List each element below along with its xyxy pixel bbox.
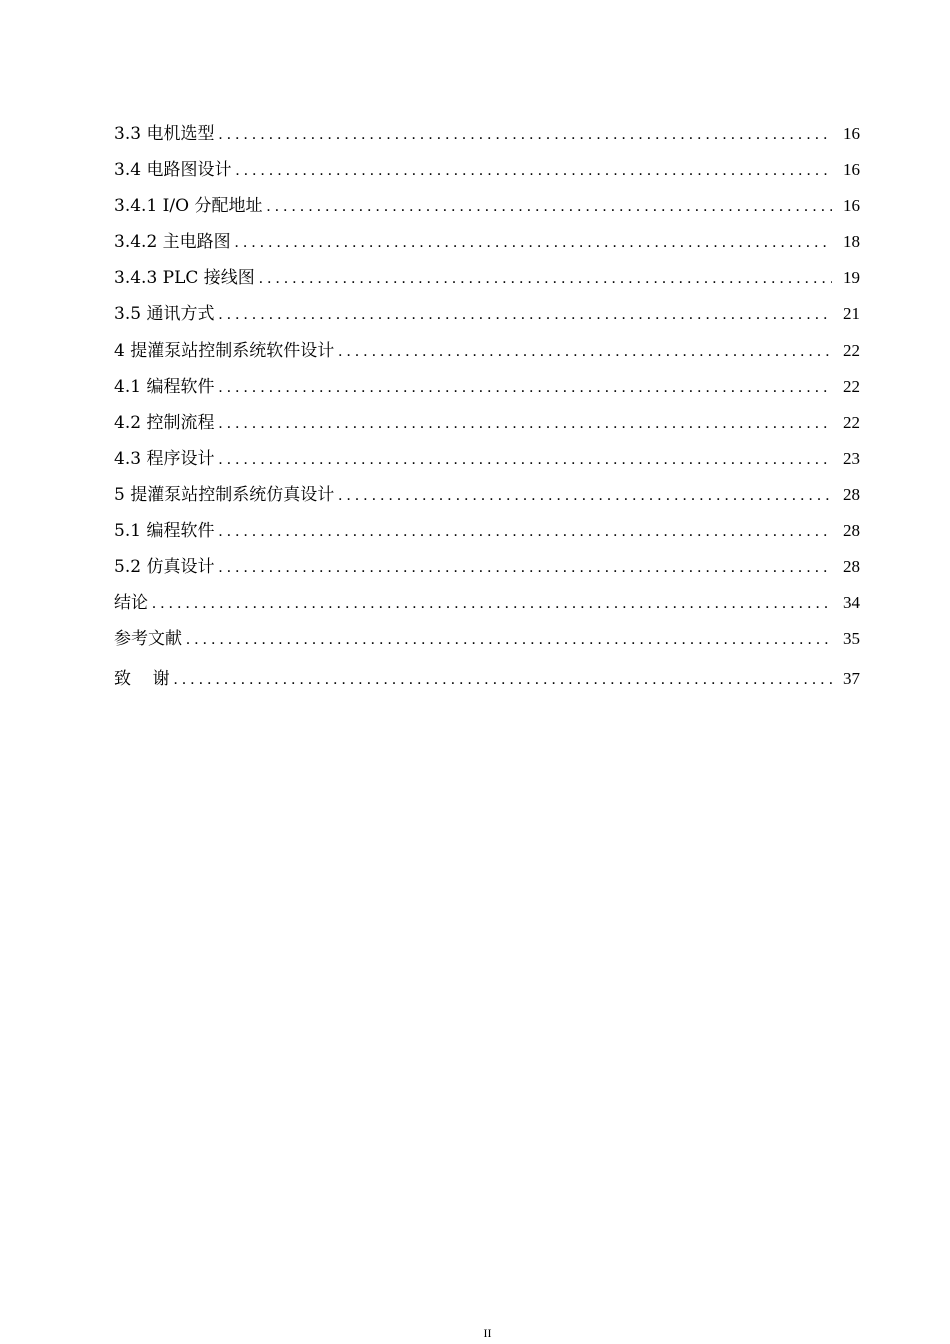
toc-entry-5-1[interactable] xyxy=(114,513,860,549)
toc-dot-leader xyxy=(218,514,832,550)
toc-dot-leader xyxy=(218,297,832,333)
toc-dot-leader xyxy=(218,406,832,442)
toc-entry-references[interactable] xyxy=(114,621,860,657)
toc-entry-3-4-1[interactable] xyxy=(114,188,860,224)
toc-entry-label: 4.2 控制流程 xyxy=(114,412,215,433)
toc-dot-leader xyxy=(235,153,832,189)
toc-dot-leader xyxy=(218,370,832,406)
toc-entry-label: 3.3 电机选型 xyxy=(114,124,215,144)
toc-entry-page: 16 xyxy=(843,124,860,143)
toc-entry-page: 18 xyxy=(843,232,860,252)
toc-dot-leader xyxy=(218,442,832,478)
toc-entry-conclusion[interactable] xyxy=(114,585,860,621)
table-of-contents xyxy=(114,116,860,697)
toc-entry-page: 37 xyxy=(843,669,860,689)
toc-entry-4-2[interactable] xyxy=(114,405,860,441)
toc-entry-page: 23 xyxy=(843,448,860,468)
toc-entry-3-5[interactable] xyxy=(114,296,860,332)
toc-entry-page: 34 xyxy=(843,593,860,613)
toc-entry-page: 19 xyxy=(843,268,860,288)
toc-dot-leader xyxy=(266,189,832,225)
toc-entry-page: 22 xyxy=(843,340,860,360)
toc-entry-label: 3.4 电路图设计 xyxy=(114,160,232,181)
toc-dot-leader xyxy=(152,586,832,622)
toc-entry-5-2[interactable] xyxy=(114,549,860,585)
toc-dot-leader xyxy=(338,334,832,370)
toc-entry-4[interactable] xyxy=(114,333,860,369)
toc-entry-3-4-3[interactable] xyxy=(114,260,860,296)
toc-entry-label: 5.1 编程软件 xyxy=(114,521,215,542)
toc-entry-page: 16 xyxy=(843,196,860,216)
toc-entry-label: 4 提灌泵站控制系统软件设计 xyxy=(114,340,335,361)
toc-dot-leader xyxy=(186,622,832,658)
toc-entry-label: 3.5 通讯方式 xyxy=(114,304,215,325)
toc-entry-4-1[interactable] xyxy=(114,369,860,405)
toc-entry-page: 22 xyxy=(843,412,860,432)
toc-entry-page: 22 xyxy=(843,376,860,396)
toc-entry-page: 28 xyxy=(843,557,860,577)
page-number: II xyxy=(483,1326,492,1340)
toc-entry-page: 21 xyxy=(843,304,860,324)
toc-entry-label: 4.1 编程软件 xyxy=(114,376,215,397)
toc-entry-page: 28 xyxy=(843,521,860,541)
toc-entry-label: 参考文献 xyxy=(114,629,182,650)
toc-entry-5[interactable] xyxy=(114,477,860,513)
toc-entry-label: 致 谢 xyxy=(114,669,170,690)
toc-entry-label: 3.4.2 主电路图 xyxy=(114,232,231,253)
toc-entry-page: 16 xyxy=(843,160,860,180)
toc-entry-4-3[interactable] xyxy=(114,441,860,477)
toc-entry-label: 5 提灌泵站控制系统仿真设计 xyxy=(114,484,335,505)
toc-dot-leader xyxy=(218,117,832,153)
toc-entry-3-3[interactable] xyxy=(114,116,860,152)
toc-dot-leader xyxy=(218,550,832,586)
toc-dot-leader xyxy=(259,261,832,297)
toc-entry-label: 3.4.1 I/O 分配地址 xyxy=(114,196,263,217)
toc-dot-leader xyxy=(174,658,832,702)
toc-entry-label: 结论 xyxy=(114,593,148,614)
toc-entry-3-4[interactable] xyxy=(114,152,860,188)
toc-entry-label: 5.2 仿真设计 xyxy=(114,557,215,578)
toc-entry-acknowledgements[interactable] xyxy=(114,657,860,697)
toc-entry-page: 35 xyxy=(843,629,860,649)
toc-entry-page: 28 xyxy=(843,484,860,504)
toc-entry-3-4-2[interactable] xyxy=(114,224,860,260)
toc-dot-leader xyxy=(338,478,832,514)
toc-entry-label: 4.3 程序设计 xyxy=(114,448,215,469)
toc-dot-leader xyxy=(235,225,832,261)
toc-entry-label: 3.4.3 PLC 接线图 xyxy=(114,268,255,289)
